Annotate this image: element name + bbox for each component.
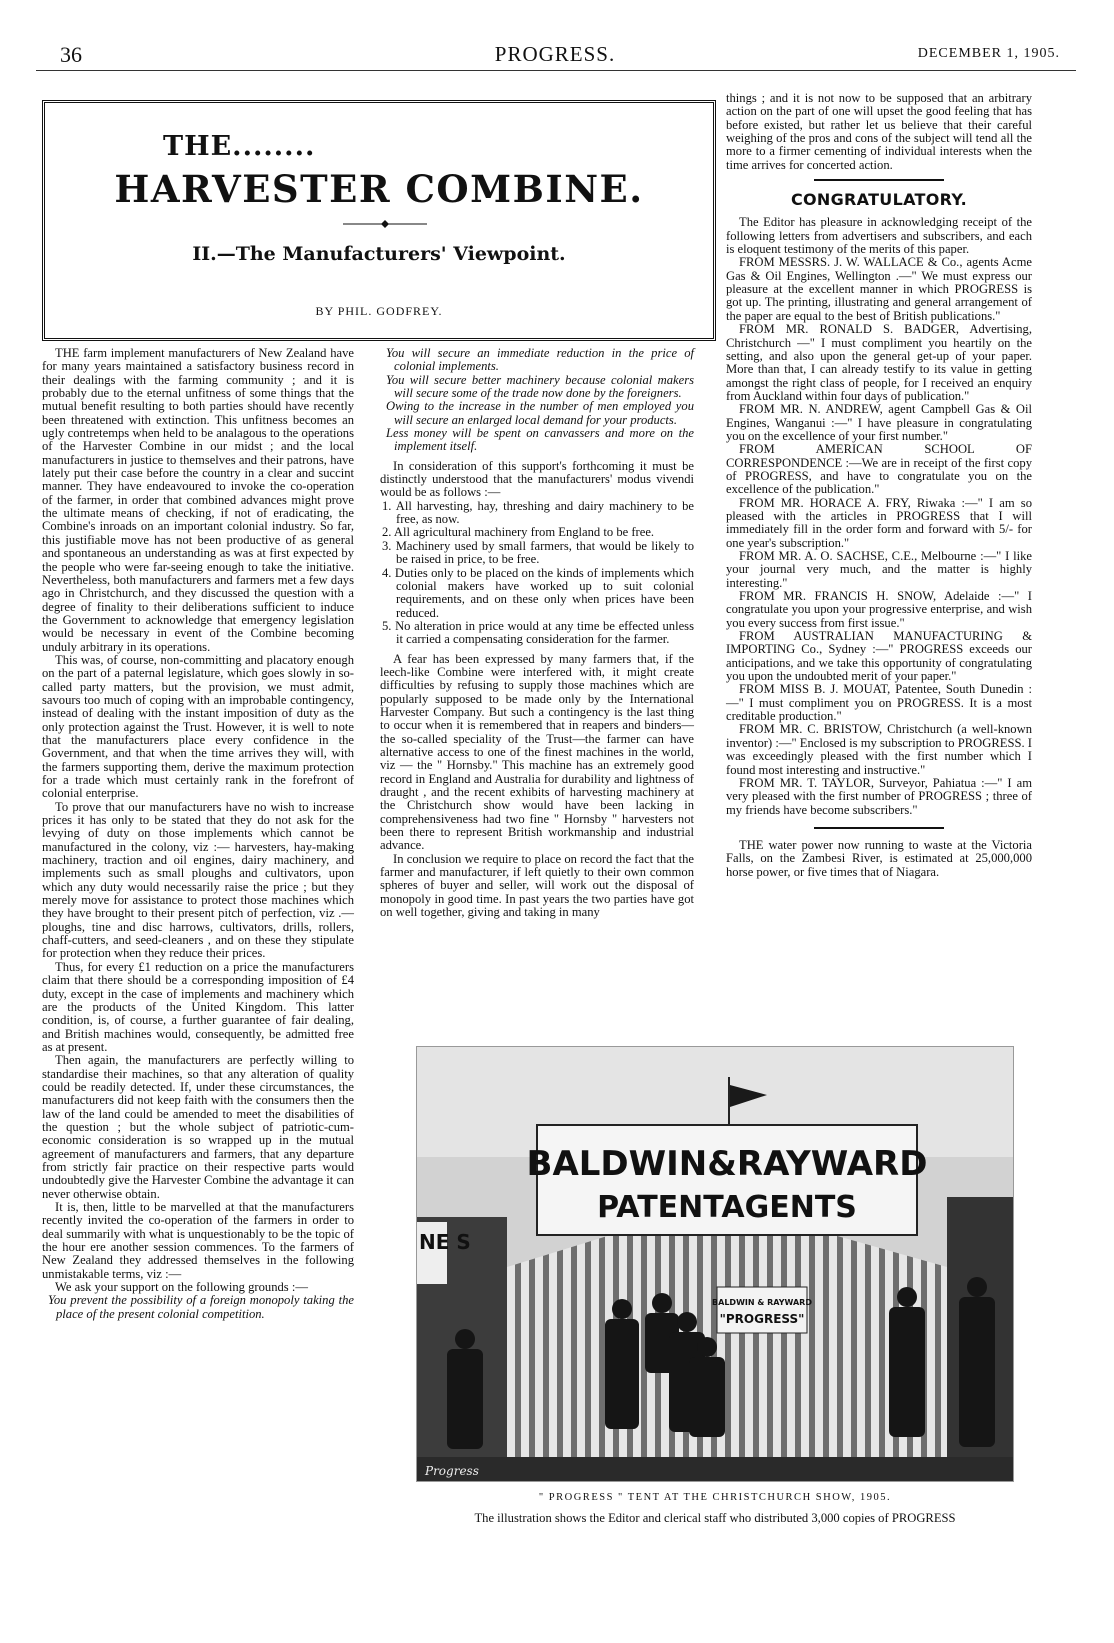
article-column-3 <box>726 92 1032 879</box>
section-divider <box>814 179 944 181</box>
sign-line-1: BALDWIN&RAYWARD <box>526 1144 928 1184</box>
letter: FROM MR. T. TAYLOR, Surveyor, Pahiatua :—" I am very pleased with the first number of PROGRESS ; three of my friends have become subscribers." <box>726 775 1032 817</box>
paragraph: THE farm implement manufacturers of New Zealand have for many years maintained a satisfactory business record in their dealings with the farming community ; and it is probably due to the eternal unfitness of some things that the mutual benefit resulting to both parties should have recently been threatened with extinction. This unfitness becomes an ugly contretemps when held to be analagous to the operations of the Harvester Combine in our midst ; and the local manufacturers in justice to themselves and their patrons, have lately put their case before the country in a clear and succint manner. They have endeavoured to invoke the co-operation of the farmer, in order that combined advances might prove the ultimate means of checking, if not of eradicating, the Combine's inroads on an important colonial industry. So far, this justifiable move has not been productive of as general and spontaneous an understanding as was at first expected by the people who were far-seeing enough to take the initiative. Nevertheless, both manufacturers and farmers met a few days ago in Christchurch, and they discussed the question with a degree of finality to their deliberations sufficient to induce the Government to acknowledge that emergency legislation would be necessary in event of the Combine becoming unduly arbitrary in its operations. <box>42 346 354 654</box>
paragraph: The Editor has pleasure in acknowledging receipt of the following letters from advertisers and subscribers, and each is eloquent testimony of the merits of this paper. <box>726 215 1032 257</box>
paragraph: Thus, for every £1 reduction on a price the manufacturers claim that there should be a corresponding imposition of £4 duty, except in the case of implements and machinery which are the products of the United Kingdom. This latter condition, is, of course, a further guarantee of fair dealing, and British machines would, consequently, be admitted free as at present. <box>42 959 354 1054</box>
ornament-divider <box>343 219 427 229</box>
issue-date: DECEMBER 1, 1905. <box>917 46 1060 61</box>
photo-illustration <box>417 1047 1014 1482</box>
title-line-1: THE........ <box>163 131 316 162</box>
list-item: 3. Machinery used by small farmers, that would be likely to be raised in price, to be free. <box>382 538 694 567</box>
paragraph: Then again, the manufacturers are perfectly willing to standardise their machines, so that any alteration of quality could be readily detected. If, under these circumstances, the manufacturers did not keep faith with the consumers then the law of the land could be amended to meet the disabilities of the question ; but the whole subject of patriotic-cum-economic consideration is so wrapped up in the mutual agreement of manufacturers and farmers, that any departure from strictly fair practice on their respective parts would undoubtedly give the Harvester Combine the advantage it can never otherwise obtain. <box>42 1053 354 1201</box>
letter: FROM MR. N. ANDREW, agent Campbell Gas & Oil Engines, Wanganui :—" I have pleasure in congratulating you on the excellence of your first number." <box>726 402 1032 443</box>
letter: FROM MR. C. BRISTOW, Christchurch (a well-known inventor) :—" Enclosed is my subscription to PROGRESS. I was exceedingly pleased with the first number which I found most interesting and instructive." <box>726 722 1032 777</box>
letter: FROM AUSTRALIAN MANUFACTURING & IMPORTING Co., Sydney :—" PROGRESS exceeds our anticipations, and we take this opportunity of congratulating you upon the undoubted merit of your paper." <box>726 629 1032 684</box>
paragraph: We ask your support on the following grounds :— <box>55 1280 308 1295</box>
waterpower-note: THE water power now running to waste at the Victoria Falls, on the Zambesi River, is estimated at 25,000,000 horse power, or five times that of Niagara. <box>726 837 1032 879</box>
sign-line-2: PATENTAGENTS <box>597 1190 857 1225</box>
paragraph: things ; and it is not now to be supposed that an arbitrary action on the part of one will upset the good feeling that has before existed, but rather let us believe that their careful weighing of the pros and cons of the subject will tend all the more to a firmer cementing of individual interests when the time arrives for concerted action. <box>726 91 1032 172</box>
paragraph: In conclusion we require to place on record the fact that the farmer and manufacturer, if left quietly to their own common spheres of buyer and seller, will work out the disposal of monopoly in good time. In past years the two parties have got on well together, giving and taking in many <box>380 851 694 920</box>
byline: BY PHIL. GODFREY. <box>315 304 443 318</box>
quoted-ground: You will secure better machinery because colonial makers will secure some of the trade now done by the foreigners. <box>386 372 694 401</box>
congratulatory-heading: CONGRATULATORY. <box>790 190 968 210</box>
letter: FROM MR. FRANCIS H. SNOW, Adelaide :—" I congratulate you upon your progressive enterprise, and wish you every success from first issue." <box>726 589 1032 630</box>
article-title-box <box>42 100 716 341</box>
small-sign-line-1: BALDWIN & RAYWARD <box>712 1298 812 1307</box>
list-item: 2. All agricultural machinery from England to be free. <box>382 525 655 540</box>
quoted-ground: You prevent the possibility of a foreign monopoly taking the place of the present colonial competition. <box>48 1293 354 1321</box>
letter: FROM MISS B. J. MOUAT, Patentee, South Dunedin :—" I must compliment you on PROGRESS. It is a most creditable production." <box>726 682 1032 724</box>
paragraph: This was, of course, non-committing and placatory enough on the part of a paternal legislature, which goes slowly in so-called party matters, but the provision, we must admit, savours too much of coping with an improbable contingency, instead of dealing with the instant imposition of duty as the only protection against the Trust. However, it is well to note that the manufacturers place every confidence in the Government, and that when the time arrives they will, with the farmers supporting them, derive the maximum protection for a trade which must certainly rank in the forefront of colonial enterprise. <box>42 652 354 801</box>
article-column-1 <box>42 347 354 1321</box>
section-divider <box>814 827 944 829</box>
letter: FROM AMERICAN SCHOOL OF CORRESPONDENCE :—We are in receipt of the first copy of PROGRESS, and have to congratulate you on the excellence of the publication." <box>726 442 1032 497</box>
publication-title: PROGRESS. <box>494 42 616 66</box>
article-column-2 <box>380 347 694 919</box>
letter: FROM MR. A. O. SACHSE, C.E., Melbourne :—" I like your journal very much, and the matter is highly interesting." <box>726 549 1032 590</box>
photo-caption: " PROGRESS " TENT AT THE CHRISTCHURCH SHOW, 1905. <box>538 1492 892 1503</box>
paragraph: To prove that our manufacturers have no wish to increase prices it has only to be stated that they do not ask for the levying of duty on those implements which cannot be manufactured in the colony, viz :— harvesters, hay-making machinery, traction and oil engines, dairy machinery, and implements such as small ploughs and cultivators, upon which any duty would necessarily raise the price ; but they merely move for assistance to protect those machines which they have brought to their present pitch of perfection, viz .— ploughs, tine and disc harrows, cultivators, drills, rollers, chaff-cutters, and seed-cleaners , and on these they stipulate for protection when they reduce their prices. <box>42 799 354 961</box>
paragraph: A fear has been expressed by many farmers that, if the leech-like Combine were interfered with, it might create difficulties by refusing to supply those machines which are popularly supposed to be made only by the International Harvester Company. But such a contingency is the last thing to occur when it is remembered that in reapers and binders—the so-called speciality of the Trust—the farmer can have alternative access to one of the finest machines in the world, viz — the " Hornsby." This machine has an extremely good record in England and Australia for durability and lightness of draught , and the recent exhibits of harvesting machinery at the Christchurch show would have been lacking in comprehensiveness had two fine " Hornsby " harvesters not been there to represent British workmanship and industrial advance. <box>380 651 694 853</box>
list-item: 1. All harvesting, hay, threshing and dairy machinery to be free, as now. <box>382 498 694 527</box>
paragraph: In consideration of this support's forthcoming it must be distinctly understood that the manufacturers' modus vivendi would be as follows :— <box>380 458 694 500</box>
paragraph: It is, then, little to be marvelled at that the manufacturers recently invited the co-operation of the farmers in order to deal summarily with what is unquestionably to be the topic of the hour ere another session commences. To the farmers of New Zealand they addressed themselves in the following unmistakable terms, viz :— <box>42 1200 354 1281</box>
photo-watermark: Progress <box>425 1464 479 1478</box>
partial-sign: NE S <box>419 1230 471 1254</box>
article-subtitle: II.—The Manufacturers' Viewpoint. <box>192 243 566 265</box>
letter: FROM MR. HORACE A. FRY, Riwaka :—" I am so pleased with the articles in PROGRESS that I will immediately fill in the order form and forward with 5/- for one year's subscription." <box>726 495 1032 550</box>
title-line-2: HARVESTER COMBINE. <box>114 167 644 211</box>
quoted-ground: You will secure an immediate reduction in the price of colonial implements. <box>386 346 694 374</box>
list-item: 5. No alteration in price would at any time be effected unless it carried a compensating consideration for the farmer. <box>382 618 694 647</box>
list-item: 4. Duties only to be placed on the kinds of implements which colonial makers have worked up to suit colonial requirements, and on these only when prices have been reduced. <box>382 565 694 620</box>
letter: FROM MESSRS. J. W. WALLACE & Co., agents Acme Gas & Oil Engines, Wellington .—" We must express our pleasure at the excellent manner in which PROGRESS is got up. The printing, illustrating and general arrangement of the paper are equal to the best of British publications." <box>726 255 1032 323</box>
header-rule <box>36 70 1076 71</box>
page-header <box>40 42 1070 68</box>
quoted-ground: Owing to the increase in the number of men employed you will secure an enlarged local demand for your products. <box>386 399 694 427</box>
tent-photograph <box>416 1046 1014 1482</box>
photo-subcaption: The illustration shows the Editor and clerical staff who distributed 3,000 copies of PROGRESS <box>474 1511 956 1525</box>
letter: FROM MR. RONALD S. BADGER, Advertising, Christchurch —" I must compliment you heartily on the setting, and also upon the general get-up of your paper. More than that, I can already testify to its value in getting amongst the right class of people, for I received an enquiry from Auckland within four days of publication." <box>726 322 1032 403</box>
page-number: 36 <box>60 42 82 67</box>
small-sign-line-2: "PROGRESS" <box>719 1312 805 1326</box>
quoted-ground: Less money will be spent on canvassers and more on the implement itself. <box>386 426 694 454</box>
